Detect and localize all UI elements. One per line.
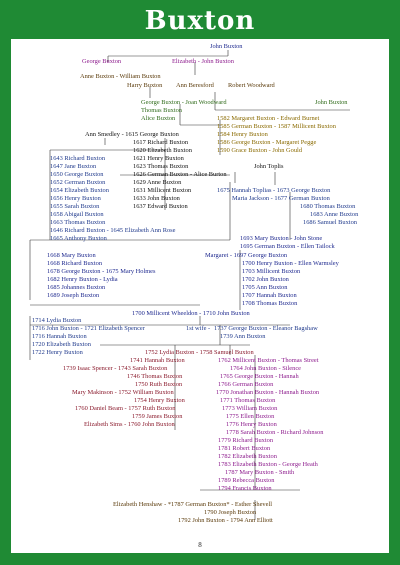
person-entry: John Buxton <box>210 43 243 50</box>
person-entry: Margaret - 1697 George Buxton <box>205 252 288 259</box>
person-entry: 1700 Henry Buxton - Ellen Warmsley <box>242 260 339 267</box>
person-entry: 1792 John Buxton - 1794 Ann Elliott <box>178 517 273 524</box>
person-entry: 1590 Grace Buxton - John Gould <box>217 147 303 154</box>
person-entry: 1665 Anthony Buxton <box>50 235 107 242</box>
person-entry: 1794 Francis Buxton <box>218 485 272 492</box>
page-number: 8 <box>198 541 202 549</box>
person-entry: 1584 Henry Buxton <box>217 131 268 138</box>
page-title: Buxton <box>144 6 256 36</box>
person-entry: 1707 Hannah Buxton <box>242 292 297 299</box>
person-entry: 1722 Henry Buxton <box>32 349 83 356</box>
person-entry: Anne Buxton - William Buxton <box>80 73 161 80</box>
person-entry: 1716 Hannah Buxton <box>32 333 87 340</box>
person-entry: 1787 Mary Buxton - Smith <box>225 469 295 476</box>
person-entry: 1693 Mary Buxton - John Stone <box>240 235 323 242</box>
person-entry: 1702 John Buxton <box>242 276 289 283</box>
person-entry: 1781 Robert Buxton <box>218 445 271 452</box>
person-entry: 1658 Abigail Buxton <box>50 211 104 218</box>
person-entry: 1705 Ann Buxton <box>242 284 288 291</box>
person-entry: 1789 Rebecca Buxton <box>218 477 275 484</box>
person-entry: 1629 Anne Buxton <box>133 179 182 186</box>
person-entry: 1685 Johannes Buxton <box>47 284 106 291</box>
person-entry: 1586 George Buxton - Margaret Pegge <box>217 139 317 146</box>
person-entry: 1680 Thomas Buxton <box>300 203 356 210</box>
person-entry: 1737 George Buxton - Eleanor Bagshaw <box>214 325 318 332</box>
person-entry: 1631 Millicent Buxton <box>133 187 192 194</box>
person-entry: George Buxton - Joan Woodward <box>141 99 227 106</box>
person-entry: 1782 Elizabeth Buxton <box>218 453 277 460</box>
person-entry: 1668 Richard Buxton <box>47 260 103 267</box>
person-entry: 1771 Thomas Buxton <box>220 397 276 404</box>
person-entry: Robert Woodward <box>228 82 275 89</box>
person-entry: 1623 Thomas Buxton <box>133 163 189 170</box>
person-entry: 1778 Sarah Buxton - Richard Johnson <box>226 429 324 436</box>
person-entry: 1700 Millicent Wheeldon - 1710 John Buxton <box>132 310 250 317</box>
person-entry: John Toplis <box>254 163 284 170</box>
person-entry: George Buxton <box>82 58 122 65</box>
person-entry: 1654 Elizabeth Buxton <box>50 187 109 194</box>
person-entry: 1655 Sarah Buxton <box>50 203 100 210</box>
person-entry: 1682 Henry Buxton - Lydia <box>47 276 118 283</box>
person-entry: 1783 Elizabeth Buxton - George Heath <box>218 461 318 468</box>
person-entry: Elizabeth Sims - 1760 John Buxton <box>84 421 175 428</box>
person-entry: 1689 Joseph Buxton <box>47 292 100 299</box>
person-entry: 1703 Millicent Buxton <box>242 268 301 275</box>
person-entry: 1652 German Buxton <box>50 179 106 186</box>
person-entry: Elizabeth Henshaw - *1787 German Buxton* - Esther Shevell <box>113 501 273 508</box>
person-entry: Harry Buxton <box>127 82 163 89</box>
person-entry: 1643 Richard Buxton <box>50 155 106 162</box>
person-entry: 1695 German Buxton - Ellen Tailock <box>240 243 335 250</box>
person-entry: Mary Makinson - 1752 William Buxton <box>72 389 174 396</box>
person-entry: 1765 George Buxton - Hannah <box>220 373 299 380</box>
person-entry: 1776 Henry Buxton <box>226 421 277 428</box>
person-entry: Ann Smedley - 1615 George Buxton <box>85 131 179 138</box>
person-entry: Elizabeth - John Buxton <box>172 58 234 65</box>
person-entry: 1650 George Buxton <box>50 171 104 178</box>
person-entry: 1st wife - <box>186 325 211 332</box>
person-entry: 1678 George Buxton - 1675 Mary Holmes <box>47 268 156 275</box>
person-entry: 1663 Thomas Buxton <box>50 219 106 226</box>
person-entry: 1714 Lydia Buxton <box>32 317 82 324</box>
person-entry: 1720 Elizabeth Buxton <box>32 341 91 348</box>
person-entry: Ann Beresford <box>176 82 214 89</box>
person-entry: 1626 German Buxton - Alice Burton <box>133 171 227 178</box>
person-entry: 1739 Ann Buxton <box>220 333 266 340</box>
person-entry: 1739 Isaac Spencer - 1743 Sarah Buxton <box>63 365 168 372</box>
person-entry: 1708 Thomas Buxton <box>242 300 298 307</box>
person-entry: 1633 John Buxton <box>133 195 180 202</box>
person-entry: 1770 Jonathan Buxton - Hannah Buxton <box>216 389 320 396</box>
person-entry: John Buxton <box>315 99 348 106</box>
person-entry: 1746 Thomas Buxton <box>127 373 183 380</box>
person-entry: 1754 Henry Buxton <box>134 397 185 404</box>
person-entry: 1762 Millicent Buxton - Thomas Street <box>218 357 319 364</box>
person-entry: 1790 Joseph Buxton <box>204 509 257 516</box>
person-entry: 1637 Edward Buxton <box>133 203 188 210</box>
person-entry: 1764 John Buxton - Silence <box>230 365 302 372</box>
person-entry: 1675 Hannah Toplias - 1673 George Buxton <box>217 187 331 194</box>
person-entry: 1759 James Buxton <box>132 413 183 420</box>
person-entry: 1617 Richard Buxton <box>133 139 189 146</box>
person-entry: 1683 Anne Buxton <box>310 211 359 218</box>
person-entry: 1585 German Buxton - 1587 Millicent Buxton <box>217 123 336 130</box>
person-entry: 1668 Mary Buxton <box>47 252 96 259</box>
person-entry: 1686 Samuel Buxton <box>303 219 357 226</box>
person-entry: 1582 Margaret Buxton - Edward Burnet <box>217 115 320 122</box>
person-entry: 1741 Hannah Buxton <box>130 357 185 364</box>
person-entry: 1760 Daniel Beam - 1757 Ruth Buxton <box>75 405 176 412</box>
person-entry: Maria Jackson - 1677 German Buxton <box>232 195 330 202</box>
person-entry: 1752 Lydia Buxton - 1758 Samuel Buxton <box>145 349 254 356</box>
person-entry: 1750 Ruth Buxton <box>135 381 183 388</box>
person-entry: 1775 Ellen Buxton <box>226 413 275 420</box>
person-entry: 1716 John Buxton - 1721 Elizabeth Spencer <box>32 325 145 332</box>
person-entry: 1656 Henry Buxton <box>50 195 101 202</box>
person-entry: 1766 German Buxton <box>218 381 274 388</box>
person-entry: 1773 William Buxton <box>222 405 278 412</box>
person-entry: 1779 Richard Buxton <box>218 437 274 444</box>
person-entry: 1647 Jane Buxton <box>50 163 97 170</box>
person-entry: 1621 Henry Buxton <box>133 155 184 162</box>
person-entry: 1620 Elizabeth Buxton <box>133 147 192 154</box>
person-entry: Alice Buxton <box>141 115 176 122</box>
person-entry: Thomas Buxton <box>141 107 183 114</box>
person-entry: 1646 Richard Buxton - 1645 Elizabeth Ann Rose <box>50 227 176 234</box>
